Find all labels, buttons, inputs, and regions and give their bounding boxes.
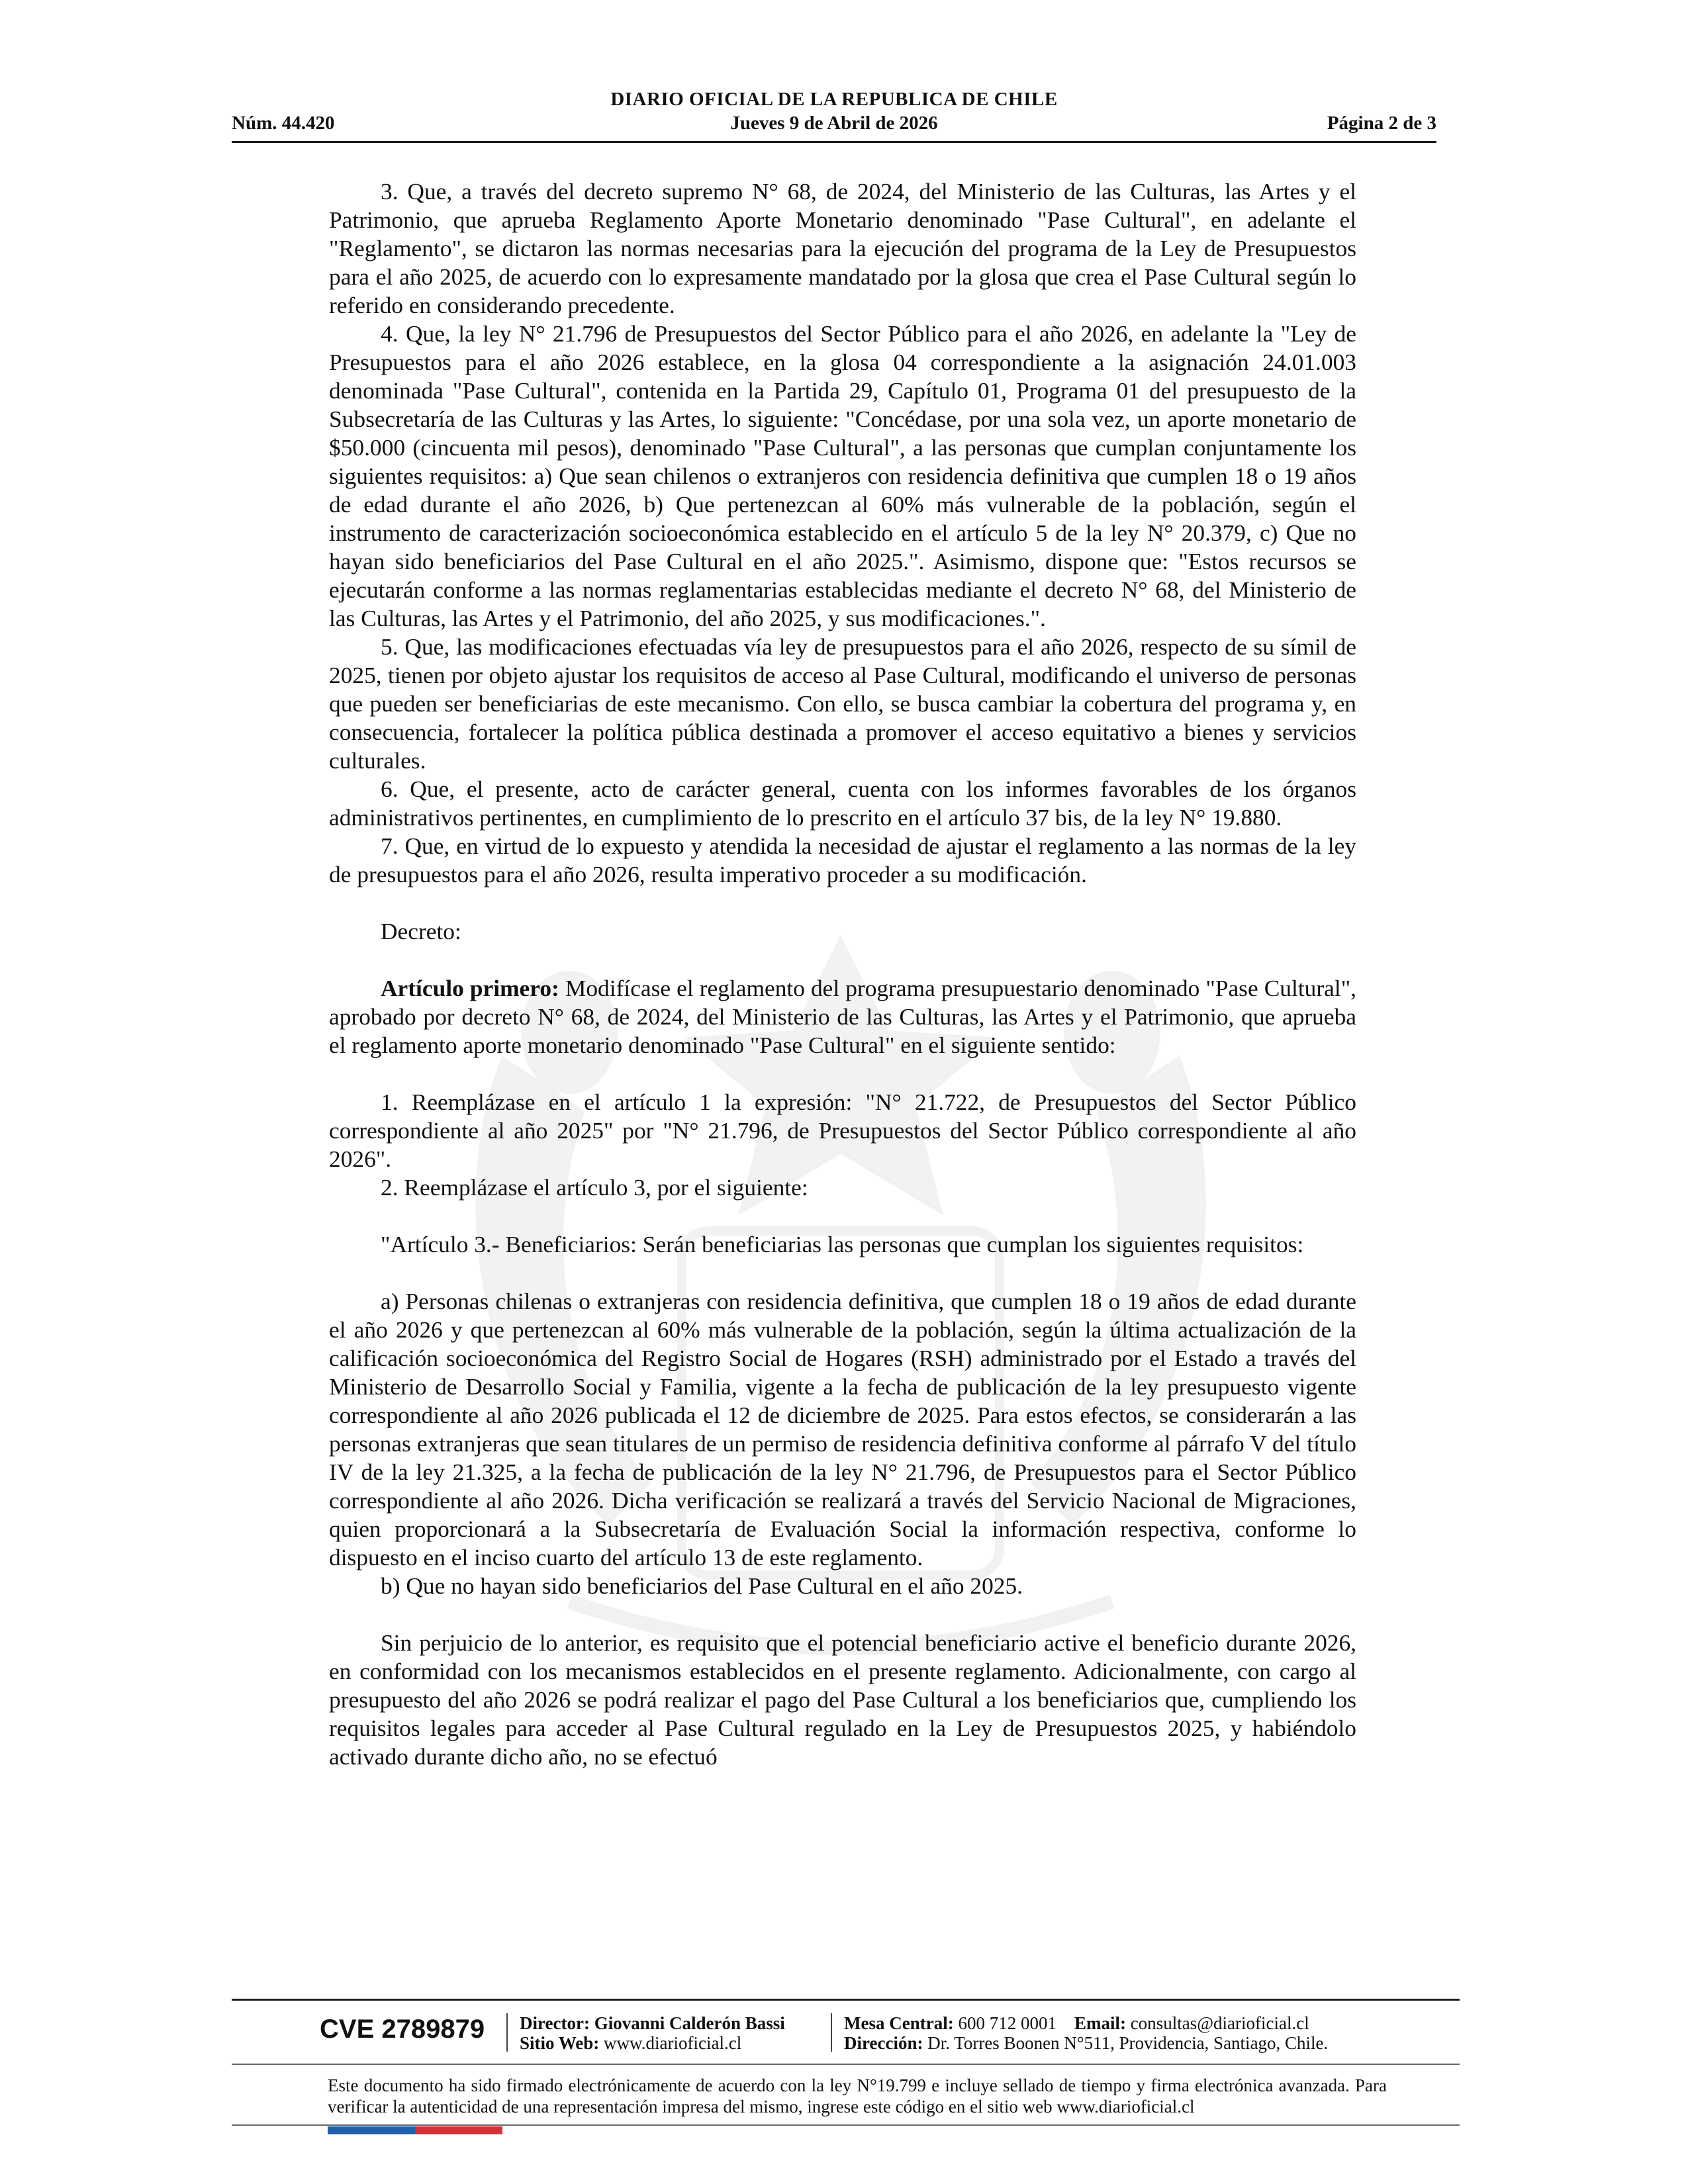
site-label: Sitio Web: [520, 2033, 600, 2053]
considerando-7: 7. Que, en virtud de lo expuesto y atendida la necesidad de ajustar el reglamento a las normas de la ley de presupuestos para el año 2026, resulta imperativo proceder a su modificación. [329, 833, 1356, 887]
articulo-3-heading: "Artículo 3.- Beneficiarios: Serán beneficiarias las personas que cumplan los siguientes requisitos: [381, 1231, 1304, 1257]
considerando-6: 6. Que, el presente, acto de carácter general, cuenta con los informes favorables de los órganos administrativos pertinentes, en cumplimiento de lo prescrito en el artículo 37 bis, de la ley N° 19.880. [329, 776, 1356, 831]
footer-divider-bottom [232, 2124, 1460, 2126]
footer-divider-top [232, 1999, 1460, 2001]
page-number: Página 2 de 3 [1327, 113, 1436, 134]
legal-notice: Este documento ha sido firmado electrónicamente de acuerdo con la ley N°19.799 e incluye sellado de tiempo y firma electrónica avanzada. Para verificar la autenticidad de una representación impresa del mismo, ingrese este código en el sitio web www.diarioficial.cl [328, 2075, 1387, 2116]
closing-paragraph: Sin perjuicio de lo anterior, es requisito que el potencial beneficiario active el beneficio durante 2026, en conformidad con los mecanismos establecidos en el presente reglamento. Adicionalmente, con cargo al presupuesto del año 2026 se podrá realizar el pago del Pase Cultural a los beneficiarios que, cumpliendo los requisitos legales para acceder al Pase Cultural regulado en la Ley de Presupuestos 2025, y habiéndolo activado durante dicho año, no se efectuó [329, 1629, 1356, 1770]
mesa-label: Mesa Central: [844, 2013, 954, 2033]
flag-stripe [328, 2126, 502, 2134]
modification-item-1: 1. Reemplázase en el artículo 1 la expresión: "N° 21.722, de Presupuestos del Sector Público correspondiente al año 2025" por "N° 21.796, de Presupuestos del Sector Público correspondiente al año 2026". [329, 1089, 1356, 1172]
considerando-5: 5. Que, las modificaciones efectuadas vía ley de presupuestos para el año 2026, respecto de su símil de 2025, tienen por objeto ajustar los requisitos de acceso al Pase Cultural, modificando el universo de personas que pueden ser beneficiarias de este mecanismo. Con ello, se busca cambiar la cobertura del programa y, en consecuencia, fortalecer la política pública destinada a promover el acceso equitativo a bienes y servicios culturales. [329, 633, 1356, 774]
page-footer [232, 2005, 1460, 2177]
articulo-primero-label: Artículo primero: [381, 975, 559, 1001]
footer-divider-middle [232, 2064, 1460, 2065]
flag-blue-segment [328, 2126, 415, 2134]
document-body [329, 177, 1356, 1771]
considerando-4: 4. Que, la ley N° 21.796 de Presupuestos del Sector Público para el año 2026, en adelante la "Ley de Presupuestos para el año 2026 establece, en la glosa 04 correspondiente a la asignación 24.01.003 denominada "Pase Cultural", contenida en la Partida 29, Capítulo 01, Programa 01 del presupuesto de la Subsecretaría de las Culturas y las Artes, lo siguiente: "Concédase, por una sola vez, un aporte monetario de $50.000 (cincuenta mil pesos), denominado "Pase Cultural", a las personas que cumplan conjuntamente los siguientes requisitos: a) Que sean chilenos o extranjeros con residencia definitiva que cumplen 18 o 19 años de edad durante el año 2026, b) Que pertenezcan al 60% más vulnerable de la población, según el instrumento de caracterización socioeconómica establecido en el artículo 5 de la ley N° 20.379, c) Que no hayan sido beneficiarios del Pase Cultural en el año 2025.". Asimismo, dispone que: "Estos recursos se ejecutarán conforme a las normas reglamentarias establecidas mediante el decreto N° 68, del Ministerio de las Culturas, las Artes y el Patrimonio, del año 2025, y sus modificaciones.". [329, 320, 1356, 631]
site-link[interactable]: www.diarioficial.cl [604, 2033, 742, 2053]
page-header [232, 86, 1436, 139]
flag-red-segment [415, 2126, 502, 2134]
articulo-primero-text: Modifícase el reglamento del programa presupuestario denominado "Pase Cultural", aprobado por decreto N° 68, de 2024, del Ministerio de las Culturas, las Artes y el Patrimonio, que aprueba el reglamento aporte monetario denominado "Pase Cultural" en el siguiente sentido: [329, 975, 1356, 1058]
issue-date: Jueves 9 de Abril de 2026 [730, 113, 938, 134]
footer-director-block [520, 2013, 785, 2053]
modification-item-2: 2. Reemplázase el artículo 3, por el siguiente: [381, 1174, 808, 1201]
considerando-3: 3. Que, a través del decreto supremo N° 68, de 2024, del Ministerio de las Culturas, las Artes y el Patrimonio, que aprueba Reglamento Aporte Monetario denominado "Pase Cultural", en adelante el "Reglamento", se dictaron las normas necesarias para la ejecución del programa de la Ley de Presupuestos para el año 2025, de acuerdo con lo expresamente mandatado por la glosa que crea el Pase Cultural según lo referido en considerando precedente. [329, 178, 1356, 318]
requirement-b: b) Que no hayan sido beneficiarios del Pase Cultural en el año 2025. [381, 1572, 1023, 1599]
director-label: Director: [520, 2013, 590, 2033]
cve-code: CVE 2789879 [320, 2015, 485, 2044]
email-link[interactable]: consultas@diarioficial.cl [1130, 2013, 1309, 2033]
footer-contact-block [844, 2013, 1328, 2053]
mesa-phone: 600 712 0001 [958, 2013, 1056, 2033]
footer-separator [506, 2013, 508, 2052]
journal-title: DIARIO OFICIAL DE LA REPUBLICA DE CHILE [610, 89, 1058, 110]
address-label: Dirección: [844, 2033, 923, 2053]
articulo-primero [329, 974, 1356, 1060]
email-label: Email: [1074, 2013, 1126, 2033]
header-divider [232, 141, 1436, 143]
address-value: Dr. Torres Boonen N°511, Providencia, Santiago, Chile. [927, 2033, 1329, 2053]
requirement-a: a) Personas chilenas o extranjeras con residencia definitiva, que cumplen 18 o 19 años de edad durante el año 2026 y que pertenezcan al 60% más vulnerable de la población, según la última actualización de la calificación socioeconómica del Registro Social de Hogares (RSH) administrado por el Estado a través del Ministerio de Desarrollo Social y Familia, vigente a la fecha de publicación de la ley presupuesto vigente correspondiente al año 2026 publicada el 12 de diciembre de 2025. Para estos efectos, se considerarán a las personas extranjeras que sean titulares de un permiso de residencia definitiva conforme al párrafo V del título IV de la ley 21.325, a la fecha de publicación de la ley N° 21.796, de Presupuestos para el Sector Público correspondiente al año 2026. Dicha verificación se realizará a través del Servicio Nacional de Migraciones, quien proporcionará a la Subsecretaría de Evaluación Social la información respectiva, conforme lo dispuesto en el inciso cuarto del artículo 13 de este reglamento. [329, 1288, 1356, 1570]
decreto-heading: Decreto: [381, 918, 461, 944]
director-name: Giovanni Calderón Bassi [594, 2013, 785, 2033]
issue-number: Núm. 44.420 [232, 113, 335, 134]
footer-separator [831, 2013, 832, 2052]
